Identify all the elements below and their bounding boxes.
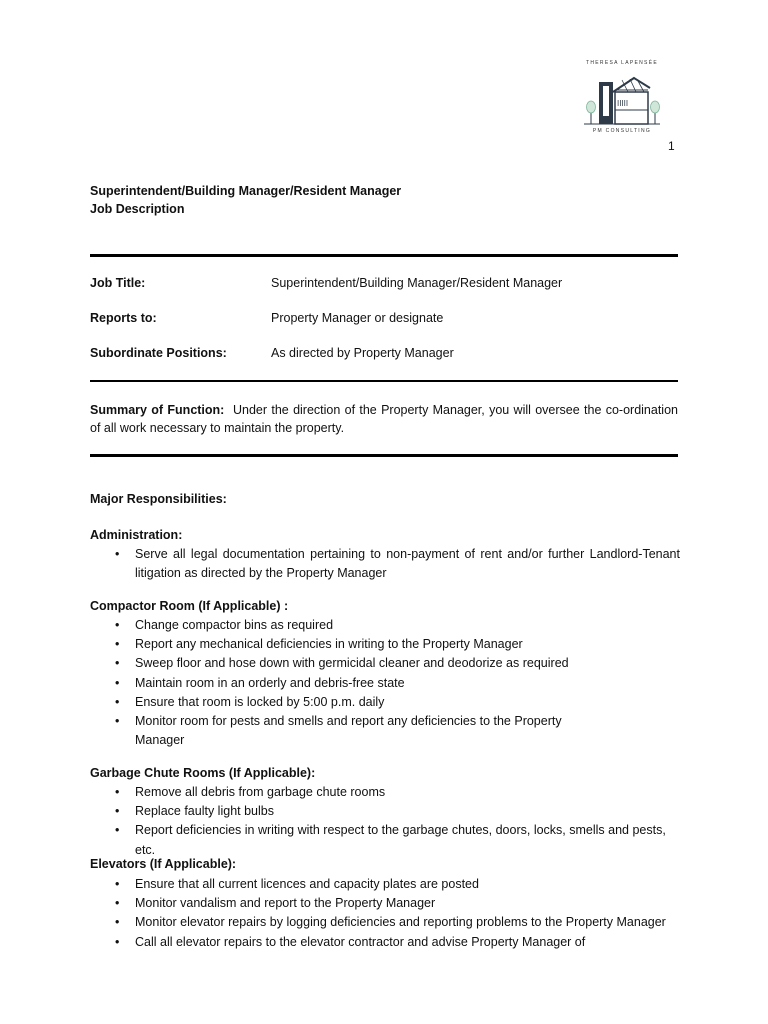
list-item: • Replace faulty light bulbs	[90, 802, 680, 821]
list-item: • Ensure that all current licences and capacity plates are posted	[90, 875, 680, 894]
list-item: • Ensure that room is locked by 5:00 p.m. daily	[90, 693, 570, 712]
list-item: • Call all elevator repairs to the elevator contractor and advise Property Manager of	[90, 933, 680, 952]
summary-paragraph	[90, 401, 678, 437]
list-item: • Monitor elevator repairs by logging deficiencies and reporting problems to the Property Manager	[90, 913, 680, 932]
subordinate-positions-value: As directed by Property Manager	[271, 346, 454, 360]
list-item: • Remove all debris from garbage chute rooms	[90, 783, 680, 802]
reports-to-label: Reports to:	[90, 311, 157, 325]
document-subtitle: Job Description	[90, 202, 185, 216]
building-logo-icon	[582, 70, 662, 126]
summary-text: Under the direction of the Property Manager, you will oversee the co-ordination of all work necessary to maintain the property.	[90, 403, 678, 435]
svg-text:IIIII: IIIII	[617, 99, 629, 108]
section-heading-compactor-room: Compactor Room (If Applicable) :	[90, 599, 289, 613]
divider-top	[90, 254, 678, 257]
list-item: • Monitor room for pests and smells and report any deficiencies to the Property Manager	[90, 712, 570, 750]
list-item: • Report deficiencies in writing with respect to the garbage chutes, doors, locks, smells and pests, etc.	[90, 821, 680, 859]
logo-top-text: THERESA LAPENSÉE	[586, 60, 658, 66]
company-logo	[576, 52, 668, 150]
page-number: 1	[668, 139, 675, 153]
reports-to-value: Property Manager or designate	[271, 311, 444, 325]
logo-bottom-text: PM CONSULTING	[592, 128, 652, 134]
list-item: • Serve all legal documentation pertaining to non-payment of rent and/or further Landlord-Tenant litigation as directed by the Property Manager	[90, 545, 680, 583]
list-item: • Change compactor bins as required	[90, 616, 570, 635]
list-item: • Sweep floor and hose down with germicidal cleaner and deodorize as required	[90, 654, 570, 673]
list-item: • Report any mechanical deficiencies in writing to the Property Manager	[90, 635, 570, 654]
section-heading-administration: Administration:	[90, 528, 183, 542]
administration-list	[90, 545, 680, 583]
section-heading-elevators: Elevators (If Applicable):	[90, 857, 237, 871]
document-title: Superintendent/Building Manager/Resident Manager	[90, 184, 402, 198]
divider-bottom	[90, 454, 678, 457]
garbage-chute-rooms-list	[90, 783, 680, 860]
divider-middle	[90, 380, 678, 382]
major-responsibilities-heading: Major Responsibilities:	[90, 492, 227, 506]
section-heading-garbage-chute-rooms: Garbage Chute Rooms (If Applicable):	[90, 766, 316, 780]
list-item: • Maintain room in an orderly and debris-free state	[90, 674, 570, 693]
summary-label: Summary of Function:	[90, 403, 225, 417]
list-item: • Monitor vandalism and report to the Property Manager	[90, 894, 680, 913]
job-title-label: Job Title:	[90, 276, 146, 290]
job-title-value: Superintendent/Building Manager/Resident Manager	[271, 276, 563, 290]
compactor-room-list	[90, 616, 570, 750]
elevators-list	[90, 875, 680, 952]
subordinate-positions-label: Subordinate Positions:	[90, 346, 227, 360]
